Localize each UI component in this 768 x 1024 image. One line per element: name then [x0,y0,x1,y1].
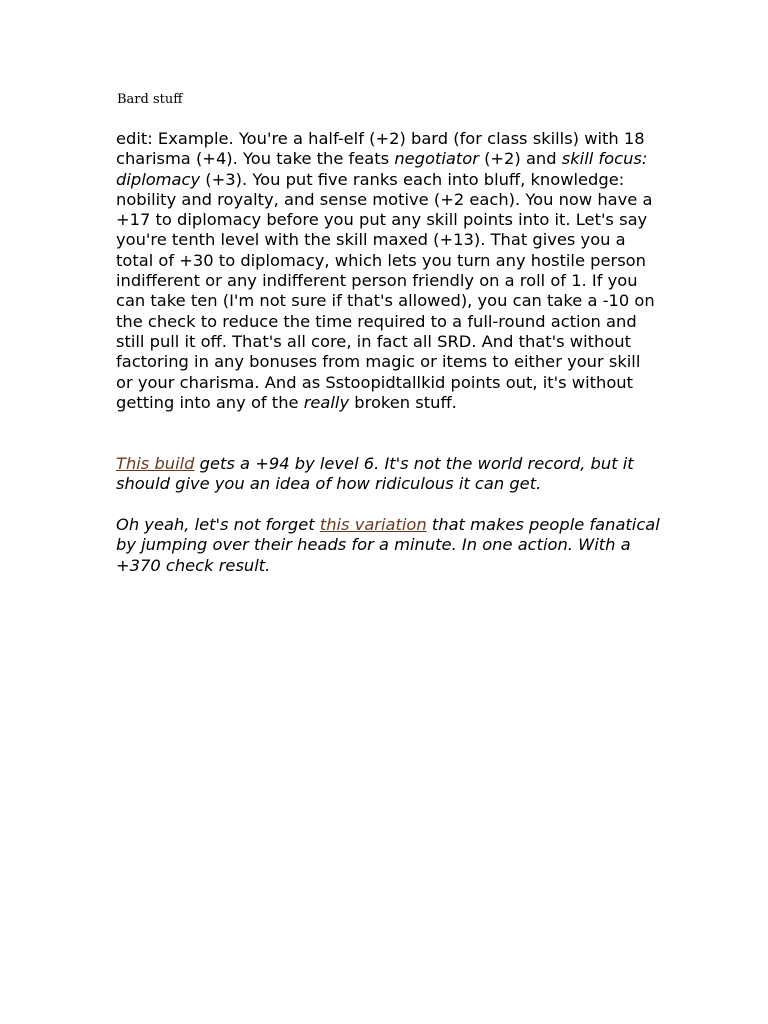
paragraph2-text: gets a +94 by level 6. It's not the world record, but it should give you an idea of how ridiculous it can get. [116,454,634,494]
paragraph1-text-3: (+3). You put five ranks each into bluff, knowledge: nobility and royalty, and sense motive (+2 each). You now have a +17 to diplomacy before you put any skill points into it. Let's say you're tenth level with the skill maxed (+13). That gives you a total of +30 to diplomacy, which lets you turn any hostile person indifferent or any indifferent person friendly on a roll of 1. If you can take ten (I'm not sure if that's allowed), you can take a -10 on the check to reduce the time required to a full-round action and still pull it off. That's all core, in fact all SRD. And that's without factoring in any bonuses from magic or items to either your skill or your charisma. And as Sstoopidtallkid points out, it's without getting into any of the [116,169,655,412]
this-build-link[interactable]: This build [116,454,195,473]
paragraph-this-variation [116,515,661,576]
paragraph3-text-2: that makes people fanatical by jumping over their heads for a minute. In one action. With a +370 check result. [116,515,660,575]
paragraph1-text-4: broken stuff. [349,392,457,412]
this-variation-link[interactable]: this variation [319,515,427,534]
feat-negotiator: negotiator [394,149,479,169]
paragraph-this-build [116,454,661,495]
emphasis-really: really [303,392,350,412]
paragraph3-text-1: Oh yeah, let's not forget [116,515,320,534]
paragraph1-text-2: (+2) and [478,149,562,169]
feat-skill-focus: skill focus: diplomacy [116,149,648,189]
document-title: Bard stuff [117,92,183,107]
paragraph-diplomacy-example [116,129,661,413]
paragraph1-text-1: edit: Example. You're a half-elf (+2) bard (for class skills) with 18 charisma (+4). You take the feats [116,129,645,169]
